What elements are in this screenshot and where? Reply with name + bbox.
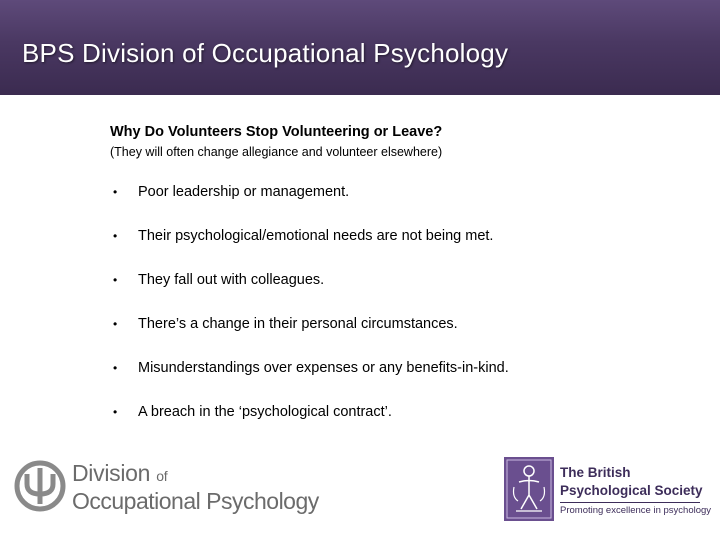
slide-title: BPS Division of Occupational Psychology (22, 38, 509, 68)
bps-figure-icon (504, 457, 554, 521)
bullet-icon: • (113, 273, 118, 287)
division-logo-line2: Occupational Psychology (72, 488, 319, 514)
bullet-text: Poor leadership or management. (138, 184, 350, 200)
psi-icon (14, 460, 66, 512)
bullet-item (110, 358, 700, 402)
bullet-text: They fall out with colleagues. (138, 272, 325, 288)
bps-divider (560, 502, 700, 503)
bps-name-line2: Psychological Society (560, 483, 703, 498)
bps-name-line1: The British (560, 465, 631, 480)
bullet-item (110, 402, 700, 446)
bullet-text: Misunderstandings over expenses or any benefits-in-kind. (138, 360, 509, 376)
bullet-item (110, 270, 700, 314)
division-logo (14, 458, 319, 518)
bullet-icon: • (113, 317, 118, 331)
bullet-item (110, 314, 700, 358)
division-logo-line1: Division of (72, 460, 168, 486)
content-subheading: (They will often change allegiance and volunteer elsewhere) (110, 145, 443, 159)
bullet-item (110, 226, 700, 270)
bullet-text: There’s a change in their personal circumstances. (138, 316, 458, 332)
bullet-text: A breach in the ‘psychological contract’. (138, 404, 392, 420)
header-bar (0, 0, 720, 95)
bullet-icon: • (113, 361, 118, 375)
bullet-list (110, 182, 700, 446)
bps-tagline: Promoting excellence in psychology (560, 505, 712, 516)
bullet-icon: • (113, 229, 118, 243)
bps-logo (504, 457, 712, 523)
content-heading: Why Do Volunteers Stop Volunteering or Leave? (110, 124, 443, 140)
bullet-icon: • (113, 405, 118, 419)
bullet-item (110, 182, 700, 226)
content-area (110, 122, 700, 446)
bullet-text: Their psychological/emotional needs are not being met. (138, 228, 494, 244)
bullet-icon: • (113, 185, 118, 199)
